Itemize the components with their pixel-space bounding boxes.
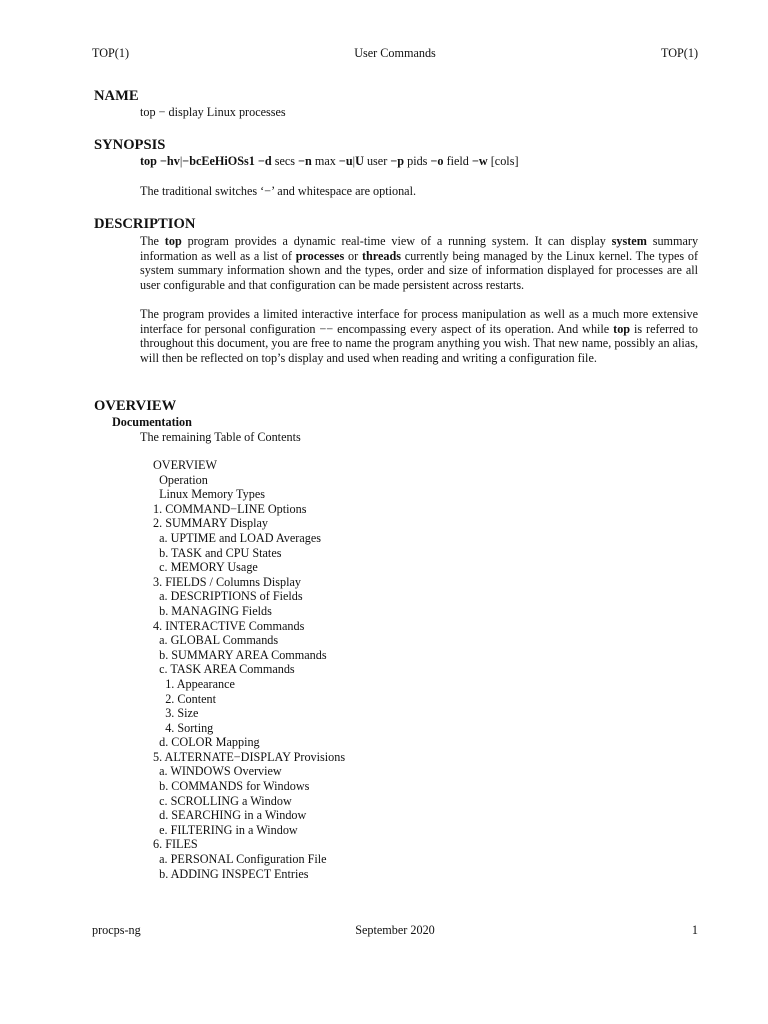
processes-emphasis: processes	[295, 248, 345, 263]
toc-item: a. UPTIME and LOAD Averages	[153, 530, 321, 545]
description-paragraph-1	[140, 234, 698, 292]
toc-item: 4. Sorting	[153, 720, 214, 735]
synopsis-opt: −w	[471, 154, 488, 168]
header-left: TOP(1)	[92, 46, 130, 60]
toc-item: a. DESCRIPTIONS of Fields	[153, 589, 303, 604]
synopsis-cmd: top	[140, 154, 157, 168]
toc-intro: The remaining Table of Contents	[140, 430, 301, 444]
toc-item: 1. Appearance	[153, 676, 235, 691]
synopsis-line	[140, 154, 698, 169]
description-heading: DESCRIPTION	[94, 216, 196, 232]
footer-center: September 2020	[355, 923, 435, 937]
top-emphasis: top	[613, 321, 631, 336]
toc-item: d. SEARCHING in a Window	[153, 808, 307, 823]
documentation-subheading: Documentation	[112, 415, 192, 429]
synopsis-opt: −bcEeHiOSs1	[182, 154, 255, 168]
page-number: 1	[691, 923, 698, 937]
synopsis-arg: field	[446, 154, 469, 168]
toc-item: a. WINDOWS Overview	[153, 764, 282, 779]
toc-item: c. MEMORY Usage	[153, 560, 258, 575]
synopsis-arg: [cols]	[490, 154, 519, 168]
toc-item: c. SCROLLING a Window	[153, 793, 292, 808]
threads-emphasis: threads	[361, 248, 401, 263]
name-text: top − display Linux processes	[140, 105, 286, 119]
toc-item: b. COMMANDS for Windows	[153, 779, 310, 794]
toc-item: d. COLOR Mapping	[153, 735, 260, 750]
toc-item: OVERVIEW	[153, 458, 218, 472]
synopsis-opt: −o	[430, 154, 444, 168]
synopsis-heading: SYNOPSIS	[94, 137, 166, 153]
description-paragraph-2	[140, 307, 698, 365]
toc-item: e. FILTERING in a Window	[153, 822, 298, 837]
header-center: User Commands	[354, 46, 436, 60]
toc-item: Operation	[153, 472, 208, 487]
toc-item: 3. FIELDS / Columns Display	[153, 574, 301, 589]
toc-item: b. MANAGING Fields	[153, 603, 272, 618]
header-right: TOP(1)	[660, 46, 698, 60]
text-run: is referred to throughout this document, you are free to name the program anything you wish. That new name, possibly an alias, will then be reflected on top’s display and used when reading and writing a configuration file.	[140, 321, 699, 365]
text-run: The	[140, 234, 159, 248]
toc-item: 3. Size	[153, 706, 199, 721]
synopsis-opt: −n	[298, 154, 312, 168]
text-run: summary information as well as a list of	[140, 234, 699, 263]
toc-item: b. ADDING INSPECT Entries	[153, 866, 309, 881]
synopsis-opt: −hv	[159, 154, 180, 168]
overview-heading: OVERVIEW	[94, 398, 177, 414]
system-emphasis: system	[611, 234, 647, 248]
page-footer	[92, 923, 698, 939]
synopsis-sep: |	[352, 154, 356, 168]
synopsis-opt: −p	[390, 154, 405, 168]
toc-item: 2. Content	[153, 691, 216, 706]
name-heading: NAME	[94, 88, 139, 104]
synopsis-opt: −u	[338, 154, 353, 168]
footer-left: procps-ng	[92, 923, 141, 937]
page-header	[92, 46, 698, 62]
toc-item: 2. SUMMARY Display	[153, 516, 269, 531]
synopsis-arg: user	[366, 154, 388, 168]
synopsis-note: The traditional switches ‘−’ and whitespace are optional.	[140, 184, 417, 198]
toc-item: a. GLOBAL Commands	[153, 633, 279, 648]
toc-item: c. TASK AREA Commands	[153, 662, 295, 677]
toc-item: 1. COMMAND−LINE Options	[153, 501, 307, 516]
synopsis-arg: secs	[274, 154, 296, 168]
top-emphasis: top	[164, 234, 182, 248]
text-run: or	[348, 248, 359, 263]
toc-item: 5. ALTERNATE−DISPLAY Provisions	[153, 749, 346, 764]
synopsis-arg: pids	[407, 154, 428, 168]
toc-item: b. SUMMARY AREA Commands	[153, 647, 327, 662]
synopsis-sep: |	[179, 154, 183, 168]
text-run: The program provides a limited interactive interface for process manipulation as well as a much more extensive interface for personal configuration −− encompassing every aspect of its operation. And while	[140, 307, 698, 336]
toc-item: 4. INTERACTIVE Commands	[153, 618, 305, 633]
table-of-contents	[153, 458, 345, 881]
synopsis-arg: max	[314, 154, 336, 168]
toc-item: b. TASK and CPU States	[153, 545, 282, 560]
toc-item: a. PERSONAL Configuration File	[153, 852, 327, 867]
text-run: program provides a dynamic real-time view of a running system. It can display	[187, 234, 606, 248]
synopsis-opt: U	[355, 154, 364, 168]
toc-item: Linux Memory Types	[153, 487, 265, 502]
text-run: currently being managed by the Linux kernel. The types of system summary information shown and the types, order and size of information displayed for processes are all user configurable and that configuration can be made persistent across restarts.	[140, 248, 699, 292]
synopsis-opt: −d	[257, 154, 272, 168]
toc-item: 6. FILES	[153, 837, 198, 852]
